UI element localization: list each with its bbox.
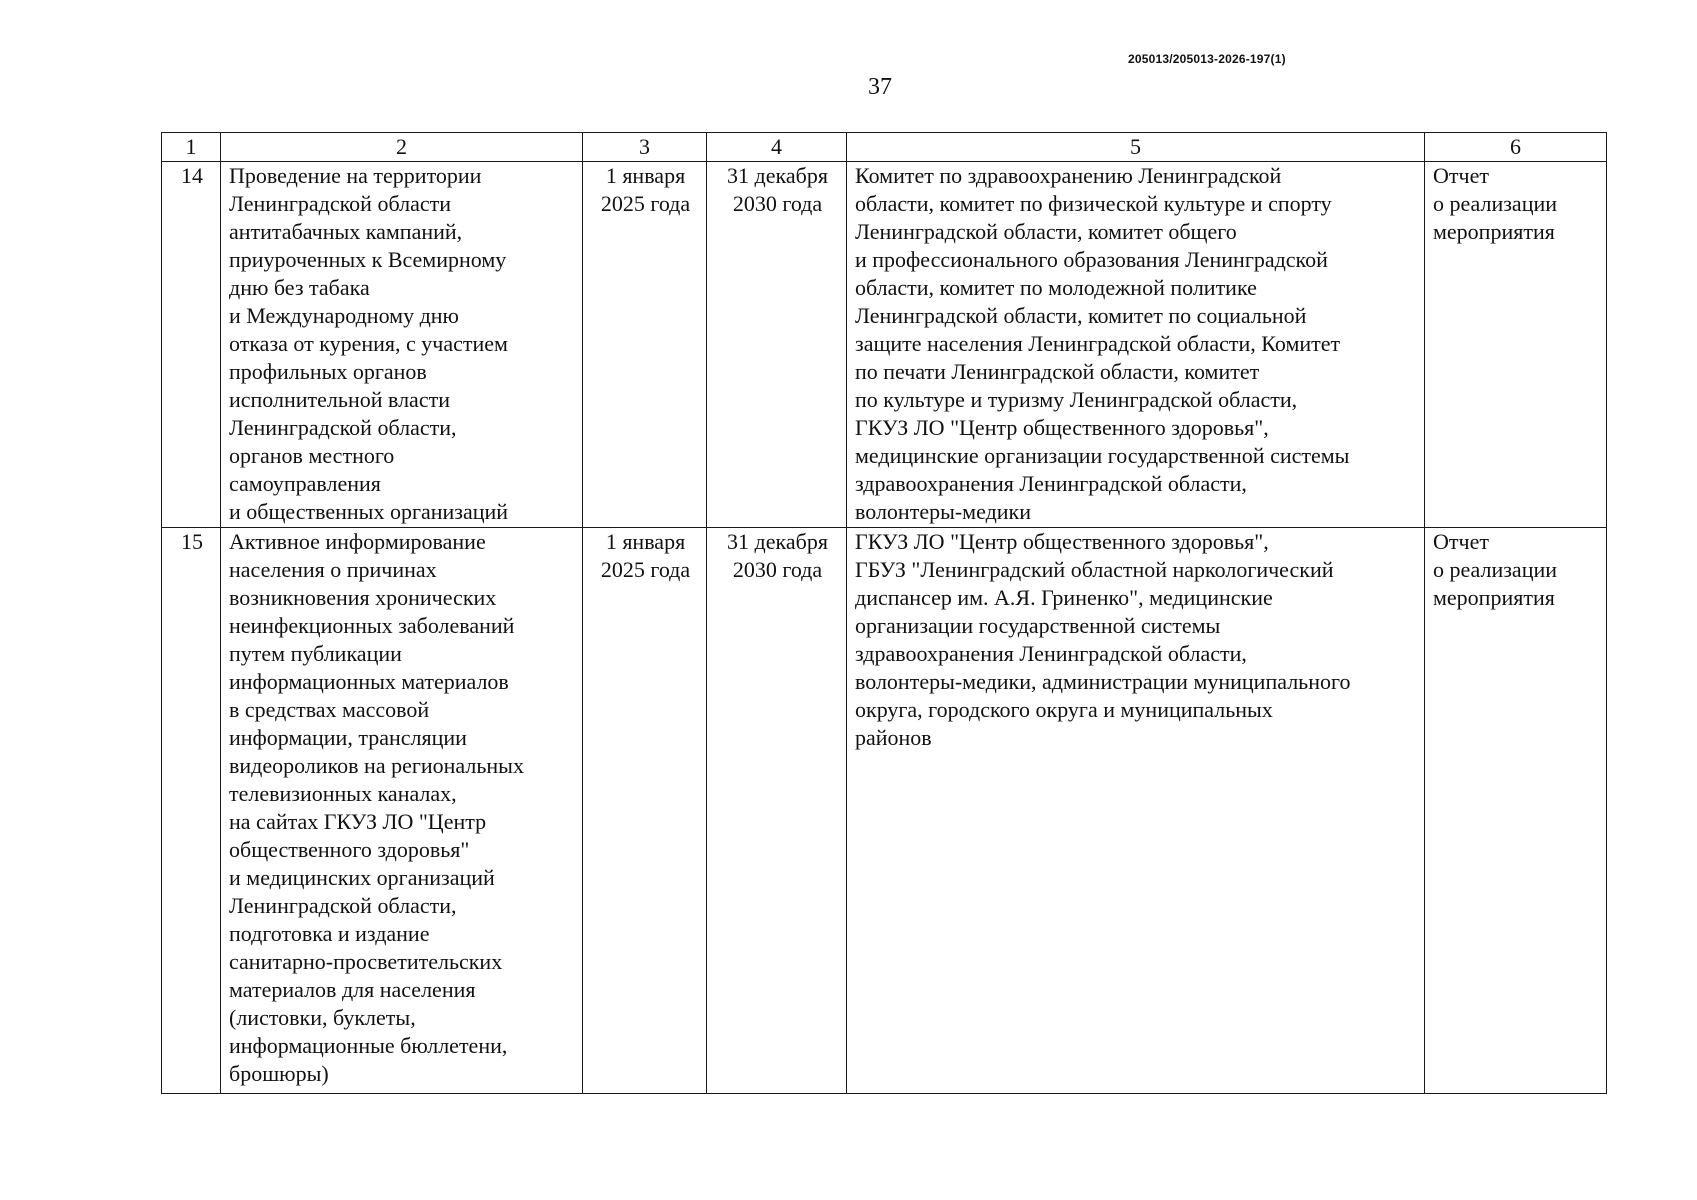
result-cell: Отчет о реализации мероприятия — [1425, 528, 1607, 1094]
column-header-2: 2 — [221, 133, 583, 162]
column-header-6: 6 — [1425, 133, 1607, 162]
table-row — [162, 162, 1607, 528]
end-date-cell: 31 декабря 2030 года — [707, 528, 847, 1094]
row-number: 14 — [162, 162, 221, 528]
page-number: 37 — [868, 74, 892, 100]
column-header-4: 4 — [707, 133, 847, 162]
activities-table — [161, 132, 1607, 1094]
start-date-cell: 1 января 2025 года — [583, 162, 707, 528]
table-row — [162, 528, 1607, 1094]
activity-cell: Проведение на территории Ленинградской области антитабачных кампаний, приуроченных к Всемирному дню без табака и Международному дню отказа от курения, с участием профильных органов исполнительной власти Ленинградской области, органов местного самоуправления и общественных организаций — [221, 162, 583, 528]
executors-cell: Комитет по здравоохранению Ленинградской области, комитет по физической культуре и спорту Ленинградской области, комитет общего и профессионального образования Ленинградской области, комитет по молодежной политике Ленинградской области, комитет по социальной защите населения Ленинградской области, Комитет по печати Ленинградской области, комитет по культуре и туризму Ленинградской области, ГКУЗ ЛО "Центр общественного здоровья", медицинские организации государственной системы здравоохранения Ленинградской области, волонтеры-медики — [847, 162, 1425, 528]
result-cell: Отчет о реализации мероприятия — [1425, 162, 1607, 528]
column-header-3: 3 — [583, 133, 707, 162]
column-header-1: 1 — [162, 133, 221, 162]
executors-cell: ГКУЗ ЛО "Центр общественного здоровья", ГБУЗ "Ленинградский областной наркологический диспансер им. А.Я. Гриненко", медицинские организации государственной системы здравоохранения Ленинградской области, волонтеры-медики, администрации муниципального округа, городского округа и муниципальных районов — [847, 528, 1425, 1094]
document-id: 205013/205013-2026-197(1) — [1128, 52, 1286, 66]
row-number: 15 — [162, 528, 221, 1094]
end-date-cell: 31 декабря 2030 года — [707, 162, 847, 528]
column-header-5: 5 — [847, 133, 1425, 162]
start-date-cell: 1 января 2025 года — [583, 528, 707, 1094]
activity-cell: Активное информирование населения о причинах возникновения хронических неинфекционных заболеваний путем публикации информационных материалов в средствах массовой информации, трансляции видеороликов на региональных телевизионных каналах, на сайтах ГКУЗ ЛО "Центр общественного здоровья" и медицинских организаций Ленинградской области, подготовка и издание санитарно-просветительских материалов для населения (листовки, буклеты, информационные бюллетени, брошюры) — [221, 528, 583, 1094]
table-header-row — [162, 133, 1607, 162]
